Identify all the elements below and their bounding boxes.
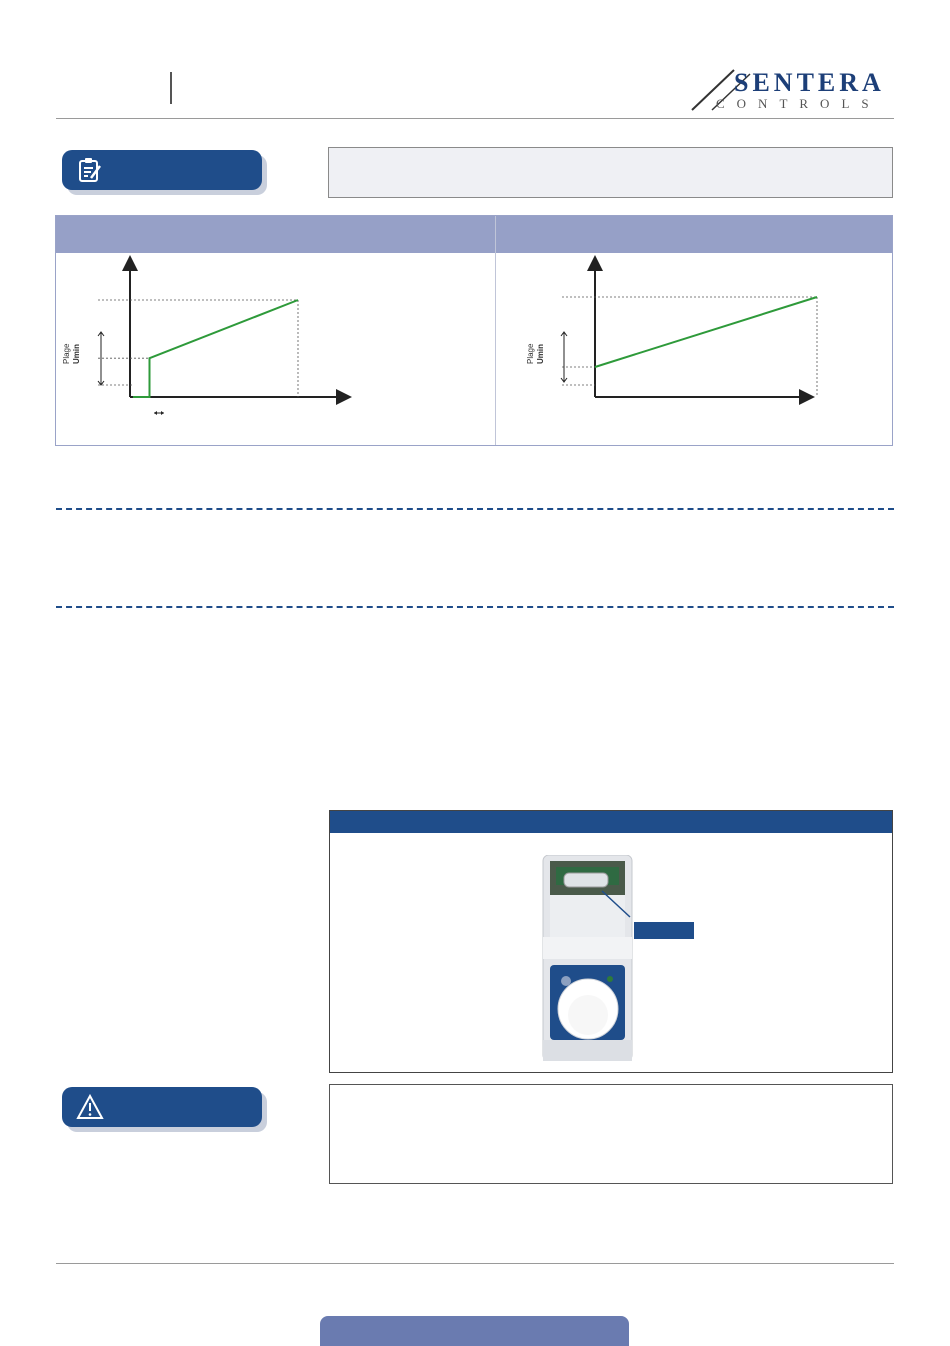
graph-left-ylabel-bold: Umin bbox=[72, 344, 81, 364]
notepad-icon bbox=[76, 156, 104, 184]
graph-left-ylabel: Plage bbox=[62, 343, 71, 364]
header-rule bbox=[56, 118, 894, 119]
header-divider bbox=[170, 72, 172, 104]
graph-right bbox=[496, 253, 892, 444]
note-badge bbox=[62, 150, 262, 190]
warning-triangle-icon bbox=[76, 1093, 104, 1121]
warning-badge bbox=[62, 1087, 262, 1127]
logo-sub: CONTROLS bbox=[716, 96, 881, 111]
fuse-callout-label bbox=[634, 922, 694, 939]
logo-brand: SENTERA bbox=[734, 68, 885, 97]
note-box bbox=[328, 147, 893, 198]
curve-line bbox=[595, 297, 817, 367]
graph-header-right bbox=[496, 216, 892, 253]
graph-left bbox=[56, 253, 495, 444]
regulator-device-image bbox=[540, 855, 635, 1061]
guide-lines bbox=[98, 300, 298, 397]
section-divider bbox=[56, 508, 894, 510]
double-arrow-icon bbox=[154, 411, 164, 415]
section-divider bbox=[56, 606, 894, 608]
graph-header-left bbox=[56, 216, 495, 253]
footer-tab bbox=[320, 1316, 629, 1346]
sentera-logo bbox=[690, 60, 900, 116]
graph-right-ylabel: Plage bbox=[526, 343, 535, 364]
footer-rule bbox=[56, 1263, 894, 1264]
graph-table bbox=[55, 215, 893, 446]
device-image-header bbox=[330, 811, 892, 833]
curve-line bbox=[133, 300, 298, 397]
device-image-table bbox=[329, 810, 893, 1073]
warning-box bbox=[329, 1084, 893, 1184]
guide-lines bbox=[562, 297, 817, 397]
graph-right-ylabel-bold: Umin bbox=[536, 344, 545, 364]
